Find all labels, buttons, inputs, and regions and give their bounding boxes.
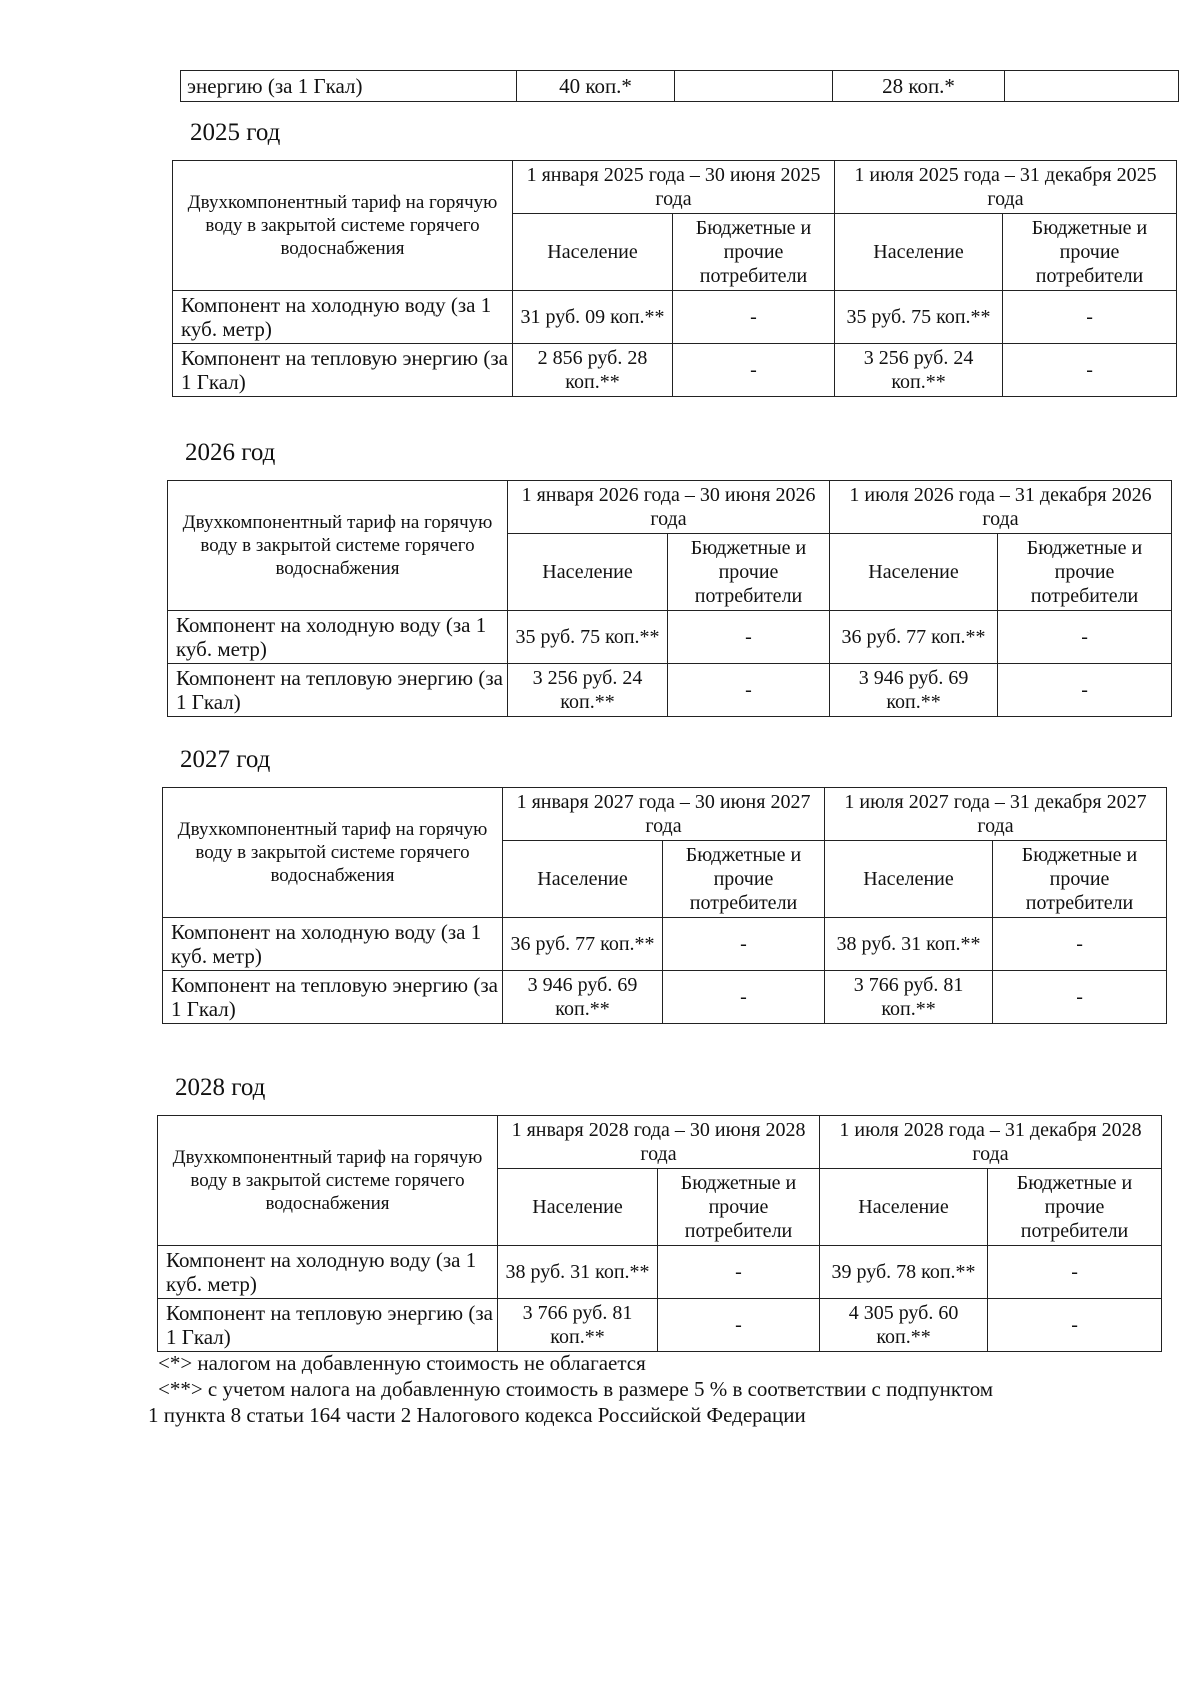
table-row — [173, 291, 1177, 344]
carry-over-value-3: 28 коп.* — [833, 71, 1005, 102]
population-header: Население — [835, 214, 1003, 291]
period-1-header: 1 января 2028 года – 30 июня 2028 года — [498, 1116, 820, 1169]
year-block-2027 — [162, 745, 1166, 1024]
tariff-header-cell: Двухкомпонентный тариф на горячую воду в закрытой системе горячего водоснабжения — [168, 481, 508, 611]
period-1-header: 1 января 2027 года – 30 июня 2027 года — [503, 788, 825, 841]
header-row-periods — [168, 481, 1172, 534]
cold-population-p1: 31 руб. 09 коп.** — [513, 291, 673, 344]
cold-population-p2: 36 руб. 77 коп.** — [830, 611, 998, 664]
cold-population-p1: 38 руб. 31 коп.** — [498, 1246, 658, 1299]
year-title: 2026 год — [185, 439, 276, 466]
footnote-vat-included-continuation: 1 пункта 8 статьи 164 части 2 Налогового кодекса Российской Федерации — [148, 1403, 806, 1427]
cold-population-p2: 38 руб. 31 коп.** — [825, 918, 993, 971]
population-header: Население — [820, 1169, 988, 1246]
population-header: Население — [513, 214, 673, 291]
footnote-no-vat: <*> налогом на добавленную стоимость не облагается — [158, 1351, 646, 1375]
budget-header: Бюджетные и прочие потребители — [658, 1169, 820, 1246]
heat-population-p2: 3 946 руб. 69 коп.** — [830, 664, 998, 717]
budget-header: Бюджетные и прочие потребители — [663, 841, 825, 918]
period-2-header: 1 июля 2028 года – 31 декабря 2028 года — [820, 1116, 1162, 1169]
cold-budget-p1: - — [663, 918, 825, 971]
period-2-header: 1 июля 2027 года – 31 декабря 2027 года — [825, 788, 1167, 841]
cold-component-label: Компонент на холодную воду (за 1 куб. метр) — [158, 1246, 498, 1299]
carry-over-value-1: 40 коп.* — [517, 71, 675, 102]
table-row — [163, 918, 1167, 971]
population-header: Население — [498, 1169, 658, 1246]
header-row-periods — [158, 1116, 1162, 1169]
cold-population-p2: 39 руб. 78 коп.** — [820, 1246, 988, 1299]
year-title: 2027 год — [180, 746, 271, 773]
cold-component-label: Компонент на холодную воду (за 1 куб. метр) — [163, 918, 503, 971]
tariff-table — [172, 160, 1177, 397]
heat-component-label: Компонент на тепловую энергию (за 1 Гкал) — [163, 971, 503, 1024]
cold-population-p1: 35 руб. 75 коп.** — [508, 611, 668, 664]
heat-budget-p2: - — [993, 971, 1167, 1024]
heat-budget-p2: - — [998, 664, 1172, 717]
tariff-table — [157, 1115, 1162, 1352]
year-block-2025 — [172, 118, 1176, 397]
period-1-header: 1 января 2025 года – 30 июня 2025 года — [513, 161, 835, 214]
tariff-table — [162, 787, 1167, 1024]
heat-budget-p2: - — [988, 1299, 1162, 1352]
budget-header: Бюджетные и прочие потребители — [673, 214, 835, 291]
table-row — [158, 1246, 1162, 1299]
table-row — [163, 971, 1167, 1024]
table-row — [168, 611, 1172, 664]
population-header: Население — [825, 841, 993, 918]
heat-component-label: Компонент на тепловую энергию (за 1 Гкал) — [158, 1299, 498, 1352]
cold-population-p2: 35 руб. 75 коп.** — [835, 291, 1003, 344]
carry-over-value-4 — [1005, 71, 1179, 102]
cold-component-label: Компонент на холодную воду (за 1 куб. метр) — [168, 611, 508, 664]
heat-budget-p1: - — [673, 344, 835, 397]
header-row-periods — [163, 788, 1167, 841]
heat-population-p1: 3 766 руб. 81 коп.** — [498, 1299, 658, 1352]
period-1-header: 1 января 2026 года – 30 июня 2026 года — [508, 481, 830, 534]
footnotes — [148, 1350, 1158, 1428]
carry-over-row — [181, 71, 1179, 102]
period-2-header: 1 июля 2026 года – 31 декабря 2026 года — [830, 481, 1172, 534]
cold-budget-p1: - — [668, 611, 830, 664]
tariff-header-cell: Двухкомпонентный тариф на горячую воду в закрытой системе горячего водоснабжения — [158, 1116, 498, 1246]
budget-header: Бюджетные и прочие потребители — [988, 1169, 1162, 1246]
year-title: 2028 год — [175, 1074, 266, 1101]
heat-population-p2: 4 305 руб. 60 коп.** — [820, 1299, 988, 1352]
budget-header: Бюджетные и прочие потребители — [998, 534, 1172, 611]
year-title: 2025 год — [190, 119, 281, 146]
carry-over-table — [180, 70, 1179, 102]
budget-header: Бюджетные и прочие потребители — [1003, 214, 1177, 291]
cold-budget-p1: - — [658, 1246, 820, 1299]
population-header: Население — [503, 841, 663, 918]
tariff-table — [167, 480, 1172, 717]
cold-population-p1: 36 руб. 77 коп.** — [503, 918, 663, 971]
tariff-header-cell: Двухкомпонентный тариф на горячую воду в закрытой системе горячего водоснабжения — [173, 161, 513, 291]
carry-over-label: энергию (за 1 Гкал) — [181, 71, 517, 102]
tariff-header-cell: Двухкомпонентный тариф на горячую воду в закрытой системе горячего водоснабжения — [163, 788, 503, 918]
heat-population-p2: 3 256 руб. 24 коп.** — [835, 344, 1003, 397]
heat-population-p1: 2 856 руб. 28 коп.** — [513, 344, 673, 397]
cold-component-label: Компонент на холодную воду (за 1 куб. метр) — [173, 291, 513, 344]
heat-component-label: Компонент на тепловую энергию (за 1 Гкал) — [168, 664, 508, 717]
year-block-2026 — [167, 438, 1171, 717]
heat-population-p1: 3 256 руб. 24 коп.** — [508, 664, 668, 717]
cold-budget-p1: - — [673, 291, 835, 344]
population-header: Население — [508, 534, 668, 611]
heat-component-label: Компонент на тепловую энергию (за 1 Гкал) — [173, 344, 513, 397]
footnote-vat-included: <**> с учетом налога на добавленную стоимость в размере 5 % в соответствии с подпунктом — [158, 1377, 994, 1401]
header-row-periods — [173, 161, 1177, 214]
cold-budget-p2: - — [988, 1246, 1162, 1299]
budget-header: Бюджетные и прочие потребители — [668, 534, 830, 611]
year-block-2028 — [157, 1073, 1161, 1352]
heat-budget-p1: - — [658, 1299, 820, 1352]
heat-population-p1: 3 946 руб. 69 коп.** — [503, 971, 663, 1024]
cold-budget-p2: - — [1003, 291, 1177, 344]
budget-header: Бюджетные и прочие потребители — [993, 841, 1167, 918]
heat-budget-p1: - — [668, 664, 830, 717]
period-2-header: 1 июля 2025 года – 31 декабря 2025 года — [835, 161, 1177, 214]
population-header: Население — [830, 534, 998, 611]
heat-population-p2: 3 766 руб. 81 коп.** — [825, 971, 993, 1024]
table-row — [173, 344, 1177, 397]
table-row — [168, 664, 1172, 717]
cold-budget-p2: - — [993, 918, 1167, 971]
cold-budget-p2: - — [998, 611, 1172, 664]
carry-over-value-2 — [675, 71, 833, 102]
table-row — [158, 1299, 1162, 1352]
heat-budget-p2: - — [1003, 344, 1177, 397]
heat-budget-p1: - — [663, 971, 825, 1024]
